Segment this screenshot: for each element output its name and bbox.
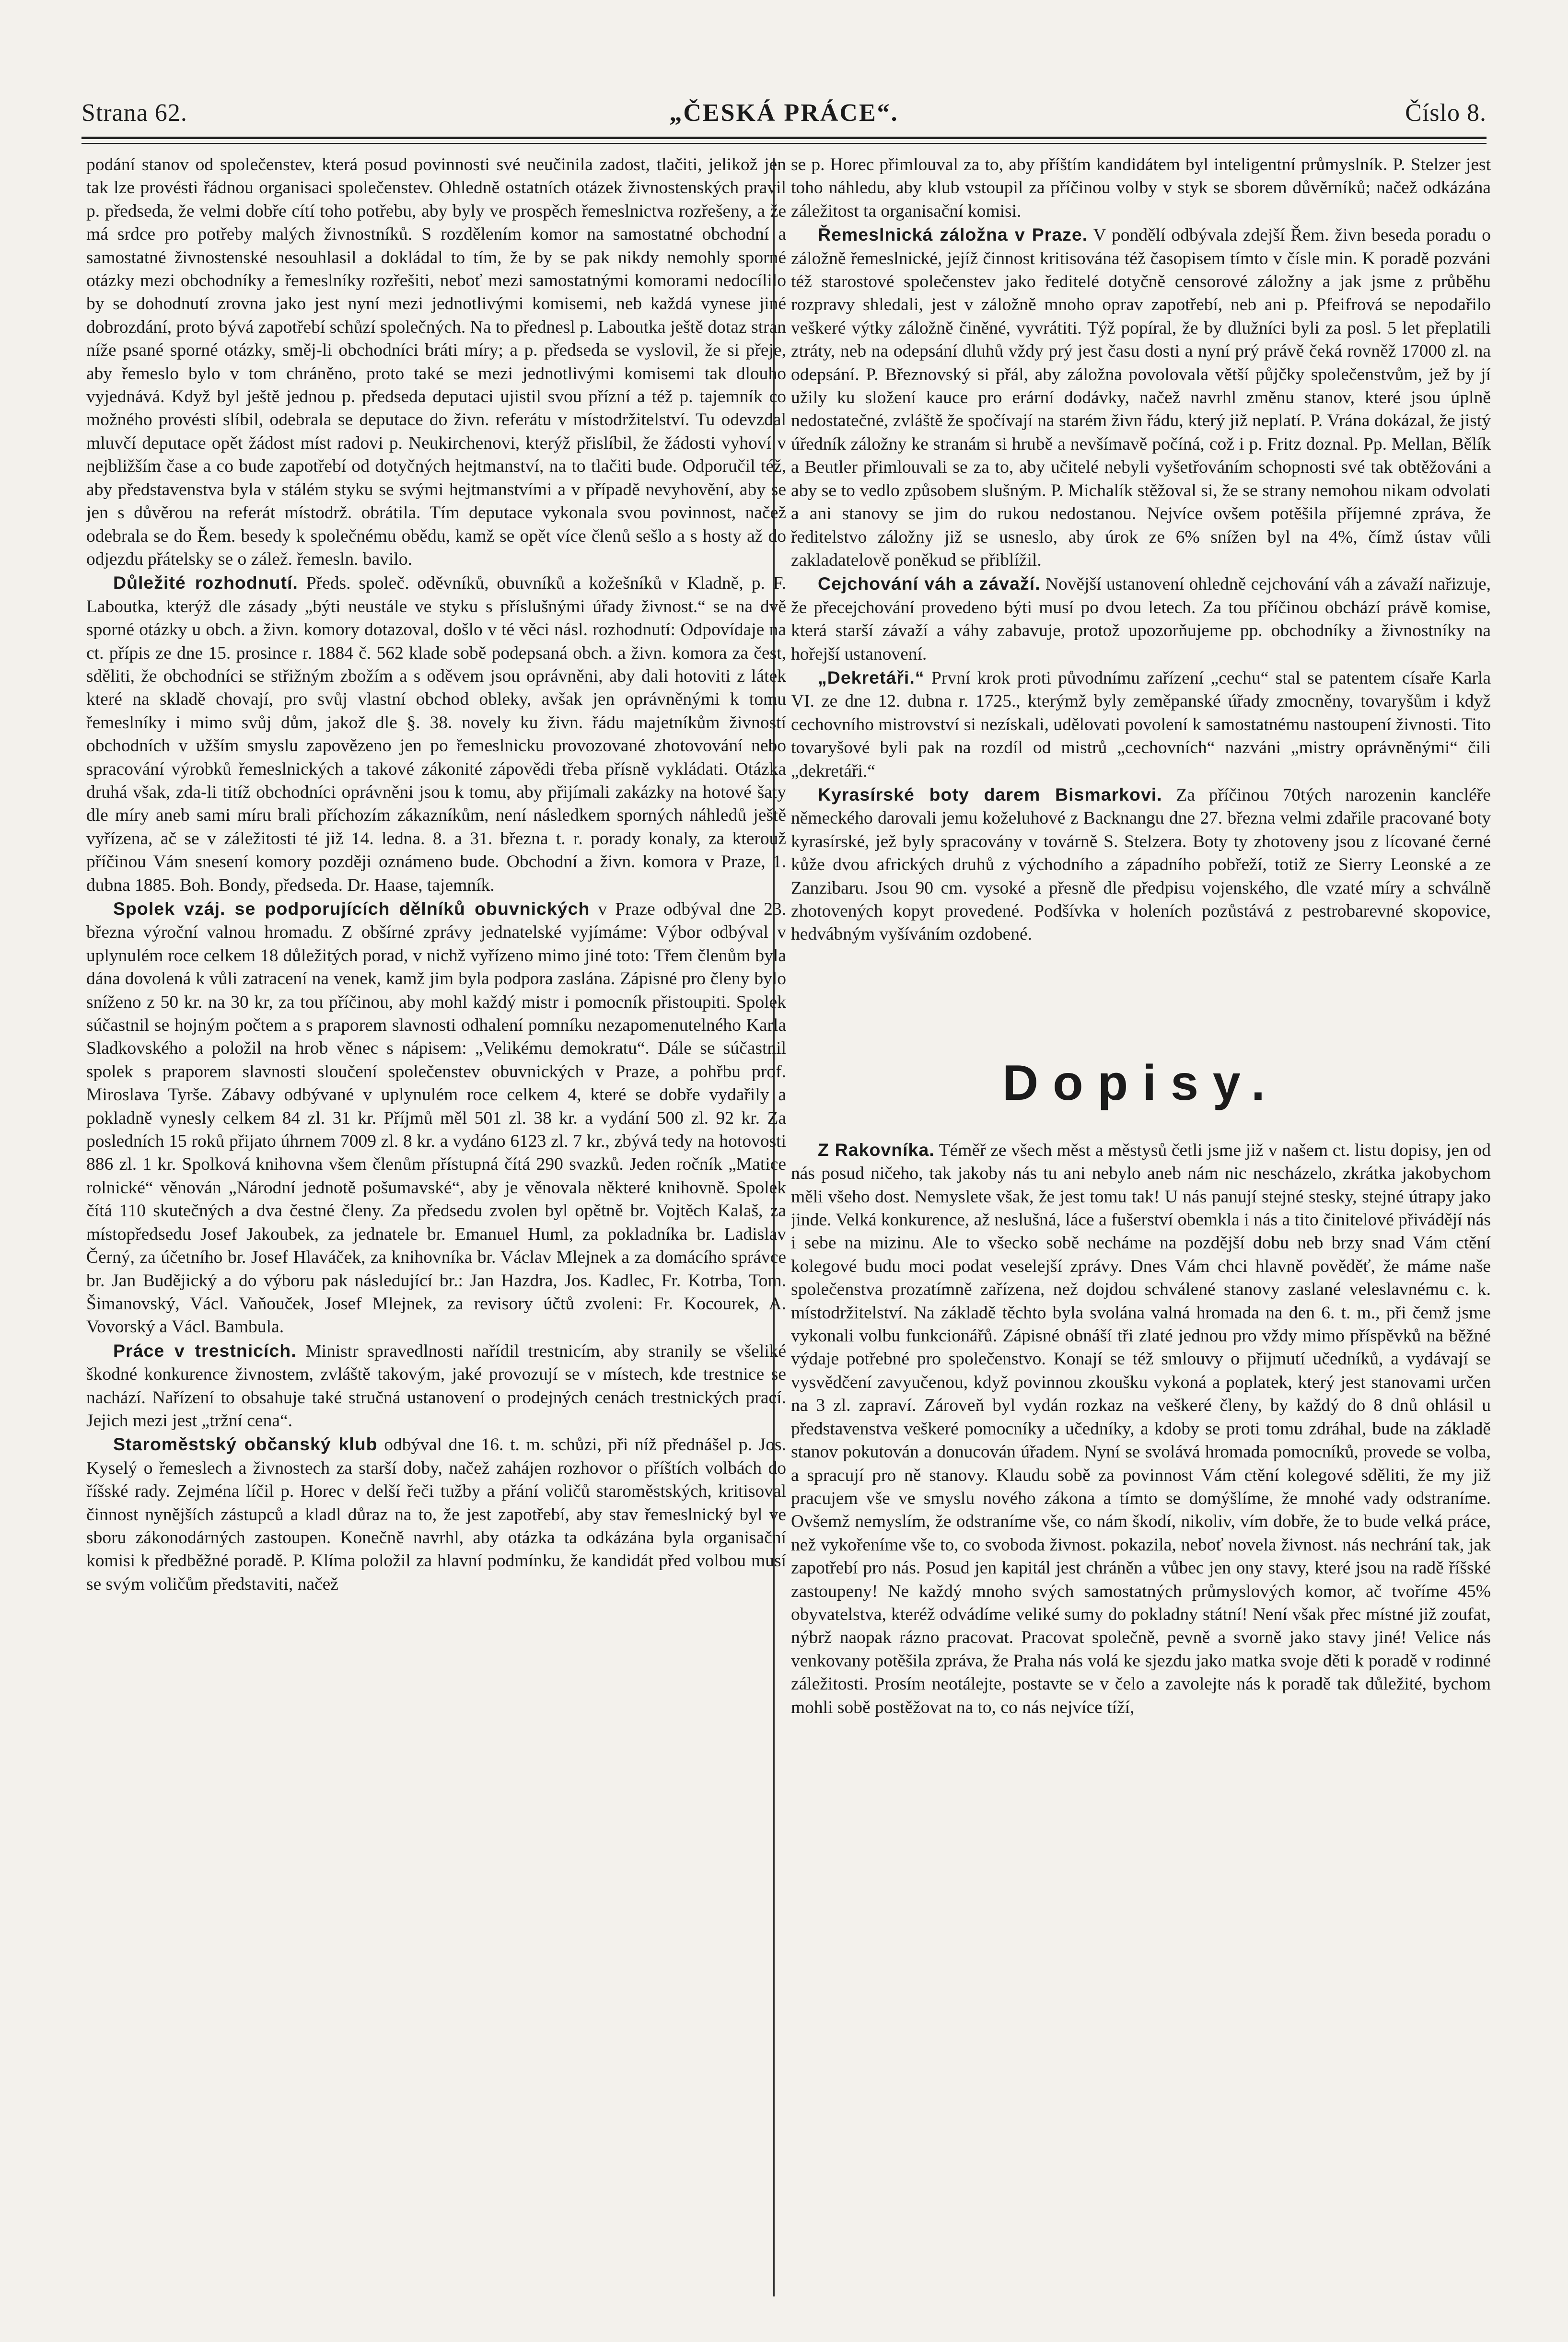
letter-heading: Z Rakovníka. — [818, 1139, 935, 1160]
article-cejchovani — [791, 572, 1491, 666]
article-dulezite-rozhodnuti — [86, 571, 786, 897]
article-body: odbýval dne 16. t. m. schůzi, při níž přednášel p. Jos. Kyselý o řemeslech a živnostech za starší doby, načež zahájen rozhovor o příštích volbách do říšské rady. Zejména líčil p. Horec v delší řeči tužby a přání voličů staroměstských, kritisoval činnost nynějších zástupců a kladl důraz na to, že jest zapotřebí, aby stav řemeslnický byl ve sboru zákonodárných zastoupen. Konečně navrhl, aby otázka ta odkázána byla organisační komisi k předběžné poradě. P. Klíma položil za hlavní podmínku, že kandidát před volbou musí se svým voličům představiti, načež — [86, 1435, 786, 1594]
article-heading: Kyrasírské boty darem Bismarkovi. — [818, 784, 1162, 804]
article-body: V pondělí odbývala zdejší Řem. živn beseda poradu o záložně řemeslnické, jejíž činnost kritisována též časopisem tímto v čísle min. K poradě pozváni též starostové společenstev jako ředitelé dotyčně censorové záložny a jak jsme z průběhu rozpravy shledali, jest v záložně mnoho oprav zapotřebí, neb ani p. Pfeifrová se nepodařilo veškeré výtky záložně činěné, vyvrátiti. Týž popíral, že by dlužníci byli za posl. 5 let přeplatili ztráty, neb na odepsání dluhů vždy prý jest času dosti a nyní prý právě čeká rovněž 17000 zl. na odepsání. P. Březnovský si přál, aby záložna povolovala větší půjčky společenstvům, jež by jí užily ku složení kauce pro erární dodávky, načež navrhl změnu stanov, které jsou úplně nedostatečné, zvláště že spočívají na starém živn řádu, který již neplatí. P. Vrána dokázal, že jistý úředník záložny ke stranám si hrubě a nevšímavě počíná, což i p. Fritz doznal. Pp. Mellan, Bělík a Beutler přimlouvali se za to, aby učitelé nebyli vyšetřováním schopnosti své tak obtěžováni a aby se to vedlo způsobem slušným. P. Michalík stěžoval si, že se strany nemohou nikam odvolati a ani stanovy se jim do rukou nedostanou. Nejvíce ovšem potěšila příjemné zpráva, že ředitelstvo záložny již se usneslo, aby úrok ze 6% snížen byl na 4%, čímž ústav vůli zakladatelově poněkud se přiblížil. — [791, 225, 1491, 570]
article-remeslnicka-zalozna — [791, 223, 1491, 572]
issue-number: Číslo 8. — [1405, 99, 1487, 127]
header-rule-thick — [81, 137, 1487, 139]
article-spolek — [86, 897, 786, 1339]
article-heading: Řemeslnická záložna v Praze. — [818, 224, 1088, 245]
article-heading: „Dekretáři.“ — [818, 667, 925, 687]
article-staromestsky-klub — [86, 1433, 786, 1596]
article-body: Ministr spravedlnosti nařídil trestnicím, aby stranily se všeliké škodné konkurence živnostem, zvláště takovým, jaké provozují se v místech, kde trestnice se nachází. Nařízení to obsahuje také stručná ustanovení o prodejných cenách trestnických prací. Jejich mezi jest „tržní cena“. — [86, 1341, 786, 1431]
article-heading: Cejchování váh a závaží. — [818, 573, 1041, 594]
right-column — [791, 153, 1491, 2296]
article-body: v Praze odbýval dne 23. března výroční valnou hromadu. Z obšírné zprávy jednatelské vyjímáme: Výbor odbýval v uplynulém roce celkem 18 důležitých porad, v nichž vyřízeno mimo jiné toto: Třem členům byla dána dovolená k vůli zatracení na venek, kamž jim byla podpora zaslána. Zápisné pro členy bylo sníženo z 50 kr. na 30 kr, za tou příčinou, aby mohl každý mistr i pomocník přistoupiti. Spolek súčastnil se hojným počtem a s praporem slavnosti odhalení pomníku nezapomenutelného Karla Sladkovského a položil na hrob věnec s nápisem: „Velikému demokratu“. Dále se súčastnil spolek s praporem slavnosti sloučení společenstev obuvnických v Praze, a pohřbu prof. Miroslava Tyrše. Zábavy odbývané v uplynulém roce celkem 4, které se dobře vydařily a pokladně vynesly celkem 84 zl. 31 kr. Příjmů měl 501 zl. 38 kr. a vydání 500 zl. 92 kr. Za posledních 15 roků přijato úhrnem 7009 zl. 8 kr. a vydáno 6123 zl. 7 kr., zbývá tedy na hotovosti 886 zl. 1 kr. Spolková knihovna všem členům přístupná čítá 290 svazků. Jeden ročník „Matice rolnické“ věnován „Národní jednotě pošumavské“, aby je věnovala některé knihovně. Spolek čítá 110 skutečných a dva čestné členy. Za předsedu zvolen byl opětně br. Vojtěch Kalaš, za místopředsedu Josef Jakoubek, za jednatele br. Emanuel Huml, za pokladníka br. Ladislav Černý, za účetního br. Josef Hlaváček, za knihovníka br. Václav Mlejnek a za domácího správce br. Jan Budějický a do výboru pak následující br.: Jan Hazdra, Jos. Kadlec, Fr. Kotrba, Tom. Šimanovský, Václ. Vaňouček, Josef Mlejnek, za revisory účtů zvoleni: Fr. Kocourek, A. Vovorský a Václ. Bambula. — [86, 899, 786, 1337]
header-rule-thin — [81, 143, 1487, 144]
left-column — [86, 153, 786, 2296]
article-dekretari — [791, 666, 1491, 783]
article-heading: Důležité rozhodnutí. — [113, 572, 298, 593]
article-heading: Spolek vzáj. se podporujících dělníků obuvnických — [113, 898, 590, 919]
article-body: Novější ustanovení ohledně cejchování váh a závaží nařizuje, že přecejchování provedeno býti musí po dvou letech. Za tou příčinou obchází právě komise, která starší závaží a váhy zabavuje, protož upozorňujeme pp. obchodníky a živnostníky na hořejší ustanovení. — [791, 574, 1491, 664]
section-heading-dopisy: Dopisy. — [1002, 1055, 1279, 1111]
article-body: Za příčinou 70tých narozenin kancléře německého darovali jemu koželuhové z Backnangu dne 27. března velmi zdařile pracované boty kyrasírské, jež byly spracovány v továrně S. Stelzera. Boty ty zhotoveny jsou z lícované černé kůže dvou afrických druhů z východního a západního pobřeží, totiž ze Sierry Leonské a ze Zanzibaru. Jsou 90 cm. vysoké a přesně dle předpisu vojenského, dle vzaté míry a schválně zhotovených kopyt provedené. Podšívka v holeních pozůstává z pestrobarevné skopovice, hedvábným vyšíváním ozdobené. — [791, 785, 1491, 944]
article-continuation: se p. Horec přimlouval za to, aby příštím kandidátem byl inteligentní průmyslník. P. Stelzer jest toho náhledu, aby klub vstoupil za příčinou volby v styk se sborem důvěrníků; načež odkázána záležitost ta organisační komisi. — [791, 155, 1491, 221]
article-kyrasirske-boty — [791, 783, 1491, 946]
article-prace-v-trestnicich — [86, 1339, 786, 1433]
page-number: Strana 62. — [81, 99, 187, 127]
newspaper-title: „ČESKÁ PRÁCE“. — [669, 99, 899, 127]
article-continuation: podání stanov od společenstev, která posud povinnosti své neučinila zadost, tlačiti, jelikož jen tak lze provésti řádnou organisaci společenstev. Ohledně ostatních otázek živnostenských pravil p. předseda, že velmi dobře cítí toho potřebu, aby byly ve prospěch řemeslnictva rozřešeny, a že má srdce pro potřeby malých živnostníků. S rozdělením komor na samostatné obchodní a samostatné živnostenské nesouhlasil a dokládal to tím, že by se pak nikdy nemohly sporné otázky mezi obchodníky a řemeslníky rozřešiti, neboť mezi samostatnými komorami nedocílilo by se dohodnutí zrovna jako jest nyní mezi jednotlivými komisemi, neb každá vynese jiné dobrozdání, proto bývá zapotřebí schůzí společných. Na to přednesl p. Laboutka ještě dotaz stran níže psané sporné otázky, směj-li obchodníci bráti míry; a p. předseda se vyslovil, že si přeje, aby řemeslo bylo v tom chráněno, proto také se mezi jednotlivými komisemi tak dlouho vyjednává. Když byl ještě jednou p. předseda deputaci ujistil svou přízní a též p. tajemník co možného provésti slíbil, odebrala se deputace do živn. referátu v místodržitelství. Tu odevzdal mluvčí deputace opět žádost míst radovi p. Neukirchenovi, kterýž přislíbil, že žádosti vyhoví v nejbližším čase a co bude zapotřebí od dotyčných hejtmanství, na to tlačiti bude. Odporučil též, aby představenstva byla v stálém styku se svými hejtmanstvími a v případě nevyhovění, aby se jen s důvěrou na referát místodrž. obrátila. Tím deputace vykonala svou povinnost, načež odebrala se do Řem. besedy k společnému obědu, kamž se opět více členů sešlo a s hosty až do odjezdu přátelsky se o zálež. řemesln. bavilo. — [86, 155, 786, 569]
page-header — [81, 91, 1487, 134]
letter-z-rakovnika — [791, 1138, 1491, 1719]
article-heading: Staroměstský občanský klub — [113, 1434, 378, 1455]
article-heading: Práce v trestnicích. — [113, 1340, 297, 1361]
article-body: První krok proti původnímu zařízení „cechu“ stal se patentem císaře Karla VI. ze dne 12. dubna r. 1725., kterýmž byly zeměpanské úřady zmocněny, tovaryšům i když cechovního mistrovství si nezískali, udělovati povolení k samostatnému nastoupení živnosti. Tito tovaryšové byli pak na rozdíl od mistrů „cechovních“ nazváni „mistry oprávněnými“ čili „dekretáři.“ — [791, 668, 1491, 781]
letter-body: Téměř ze všech měst a městysů četli jsme již v našem ct. listu dopisy, jen od nás posud ničeho, tak jakoby nás tu ani nebylo aneb nám nic nescházelo, zkrátka jakobychom měli všeho dost. Nemyslete však, že jest tomu tak! U nás panují stejné stesky, stejné útrapy jako jinde. Velká konkurence, až neslušná, láce a fušerství obemkla i nás a tito činitelové přivádějí nás i sebe na mizinu. Ale to všecko sobě necháme na pozdější dobu neb brzy snad Vám ctění kolegové budu moci podat veselejší zprávy. Dnes Vám chci hlavně pověděť, že máme naše společenstva prozatímně zařízena, než dojdou schválené stanovy zaslané veleslavnému c. k. místodržitelství. Na základě těchto byla svolána valná hromada na den 6. t. m., při čemž jsme vykonali volbu funkcionářů. Zápisné obnáší tři zlaté jednou pro vždy mimo příspěvků na běžné výdaje potřebné pro společenstvo. Konají se též smlouvy o přijmutí učedníků, a vydávají se vysvědčení zavyučenou, když povinnou zkoušku vykoná a poplatek, který jest stanovami určen na 3 zl. zapraví. Zároveň byl vydán rozkaz na veškeré členy, by každý do 8 dnů ohlásil u představenstva veškeré pomocníky a učedníky, a kdoby se proti tomu zdráhal, bude na základě stanov pokutován a donucován úřadem. Nyní se svolává hromada pomocníků, provede se volba, a spracují pro ně stanovy. Klaudu sobě za povinnost Vám ctění kolegové sděliti, že my již pracujem vše ve smyslu nového zákona a tímto se domýšlíme, že mnohé vady odstraníme. Ovšemž nemyslím, že odstraníme vše, co nám škodí, nikoliv, vím dobře, že to bude velká práce, než vykořeníme vše to, co svoboda živnost. pokazila, neboť novela živnost. nás nechrání tak, jak zapotřebí pro nás. Posud jen kapitál jest chráněn a vůbec jen ony stavy, které jsou na radě říšské zastoupeny! Ne každý mnoho svých samostatných průmyslových komor, ač tvoříme 45% obyvatelstva, kteréž odvádíme veliké sumy do pokladny státní! Není však přec místné již zoufat, nýbrž naopak rázno pracovat. Pracovat společně, pevně a svorně jako stavy jiné! Velice nás venkovany potěšila zpráva, že Praha nás volá ke sjezdu jako matka svoje děti k poradě v rodinné záležitosti. Prosím neotálejte, postavte se v čelo a zavolejte nás k poradě tak důležité, bychom mohli sobě postěžovat na to, co nás nejvíce tíží, — [791, 1140, 1491, 1717]
article-body: Předs. společ. oděvníků, obuvníků a kožešníků v Kladně, p. F. Laboutka, kterýž dle zásady „býti neustále ve styku s příslušnými úřady živnost.“ se na dvě sporné otázky u obch. a živn. komory dotazoval, došlo v té věci násl. rozhodnutí: Odpovídaje na ct. přípis ze dne 15. prosince r. 1884 č. 562 klade sobě podepsaná obch. a živn. komora za čest, sděliti, že obchodníci se střižným zbožím a s oděvem jsou oprávněni, aby dali hotoviti z látek které na skladě chovají, pro svůj vlastní obchod obleky, avšak jen oprávněnými k tomu řemeslníky i mimo svůj dům, jakož dle §. 38. novely ku živn. řádu majetníkům živností obchodních v užším smyslu zapovězeno jen po řemeslnicku provozované zhotovování nebo spracování výrobků řemeslnických a takové zákonité zápovědi třeba přísně vykládati. Otázka druhá však, zda-li titíž obchodníci oprávněni jsou k tomu, aby přijímali zakázky na hotové šaty dle míry aneb sami míru brali příchozím zákazníkům, není následkem sporných náhledů ještě vyřízena, ač se v záležitosti té již 14. ledna. 8. a 31. března t. r. porady konaly, za kterouž příčinou Vám snesení komory později oznámeno bude. Obchodní a živn. komora v Praze, 1. dubna 1885. Boh. Bondy, předseda. Dr. Haase, tajemník. — [86, 573, 786, 895]
